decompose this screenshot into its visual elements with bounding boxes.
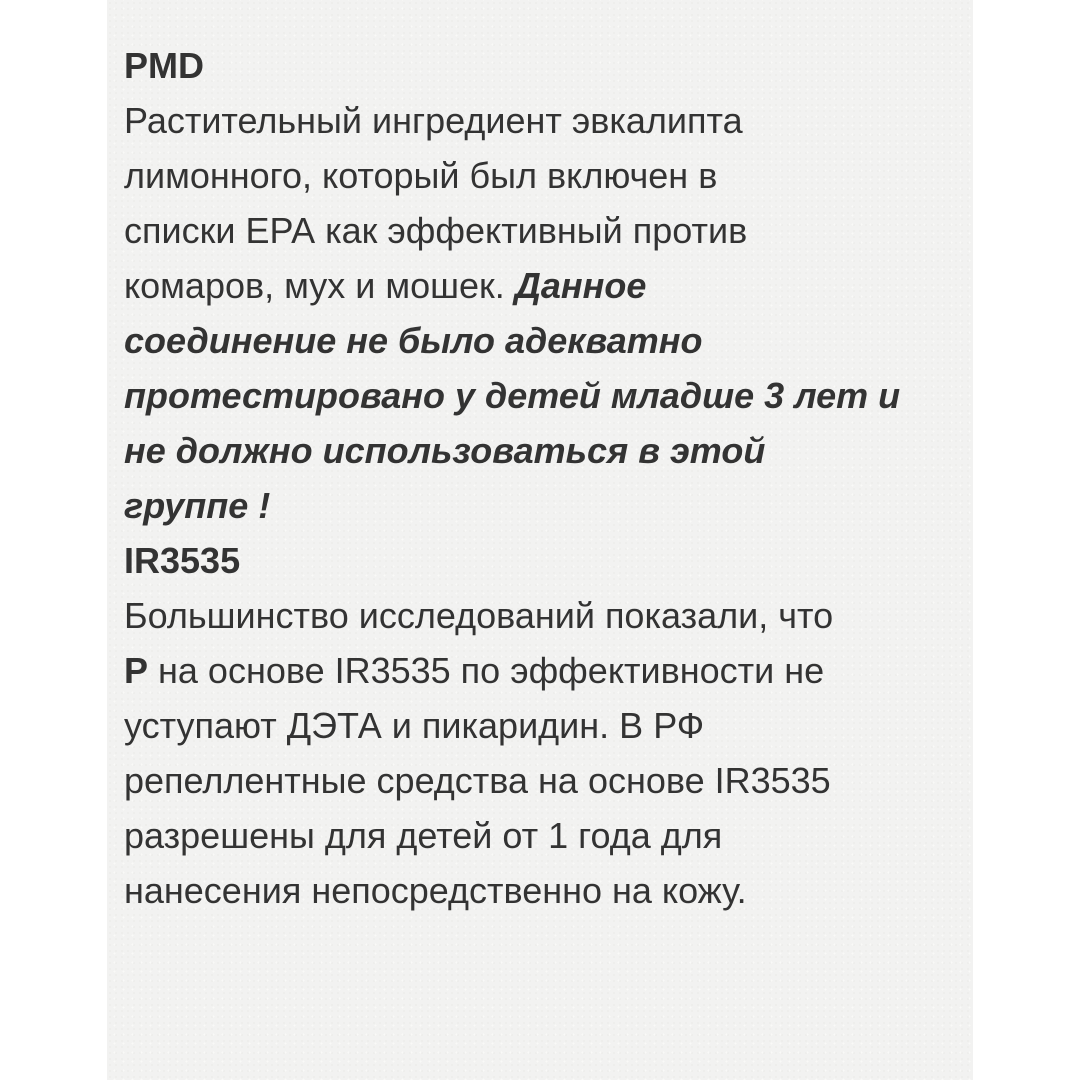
emphasis-line: не должно использоваться в этой [124, 430, 766, 471]
text-line: списки ЕРА как эффективный против [124, 210, 748, 251]
heading-pmd: PMD [124, 45, 204, 86]
text-segment-bold: Р [124, 650, 149, 691]
text-segment-emphasis: Данное [514, 265, 647, 306]
emphasis-line: соединение не было адекватно [124, 320, 703, 361]
text-line: лимонного, который был включен в [124, 155, 718, 196]
text-line: нанесения непосредственно на кожу. [124, 870, 747, 911]
text-line: разрешены для детей от 1 года для [124, 815, 723, 856]
text-segment-regular: на основе IR3535 по эффективности не [148, 650, 825, 691]
text-line: уступают ДЭТА и пикаридин. В РФ [124, 705, 705, 746]
document-text [124, 38, 964, 918]
text-line: Большинство исследований показали, что [124, 595, 834, 636]
emphasis-line: протестировано у детей младше 3 лет и [124, 375, 901, 416]
emphasis-line: группе ! [124, 485, 271, 526]
text-line-mixed [124, 258, 964, 313]
heading-ir3535: IR3535 [124, 540, 241, 581]
text-line: репеллентные средства на основе IR3535 [124, 760, 831, 801]
text-segment-regular: комаров, мух и мошек. [124, 265, 515, 306]
text-line-mixed [124, 643, 964, 698]
text-line: Растительный ингредиент эвкалипта [124, 100, 743, 141]
